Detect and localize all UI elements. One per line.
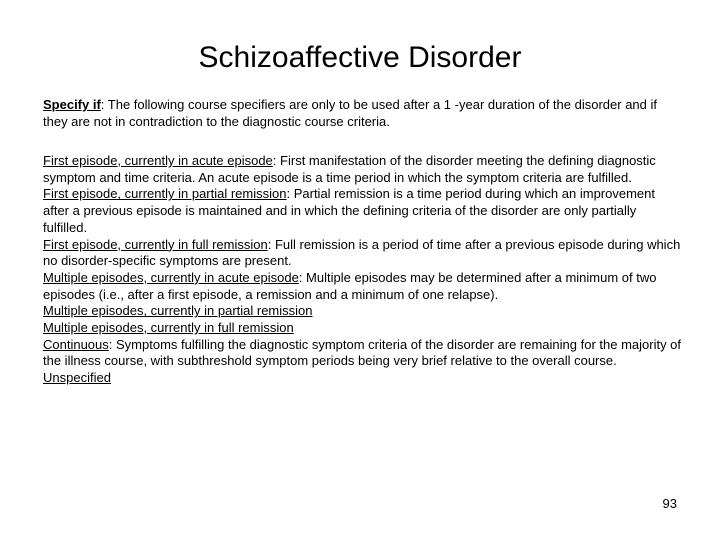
specifier-term: Multiple episodes, currently in partial remission — [43, 303, 313, 319]
specifier-item — [43, 237, 683, 270]
specifier-term: Multiple episodes, currently in acute episode — [43, 269, 299, 285]
specifier-separator: : — [267, 236, 275, 252]
specifier-term: Continuous — [43, 336, 109, 352]
intro-paragraph — [43, 96, 683, 130]
specifier-item — [43, 370, 683, 387]
specifier-description: Partial remission is a time period during which an improvement after a previous episode is maintained and in which the defining criteria of the disorder are only partially fulfilled. — [43, 186, 655, 235]
specifier-item — [43, 320, 683, 337]
specifier-term: First episode, currently in partial remission — [43, 186, 287, 202]
specifier-description: Multiple episodes may be determined after a minimum of two episodes (i.e., after a first episode, a remission and a minimum of one relapse). — [43, 269, 657, 302]
specifier-term: First episode, currently in full remission — [43, 236, 268, 252]
specifier-term: Unspecified — [43, 370, 111, 386]
specifier-item — [43, 186, 683, 236]
specifier-separator: : — [286, 186, 294, 202]
page-title: Schizoaffective Disorder — [198, 41, 522, 74]
specifier-item — [43, 303, 683, 320]
intro-separator: : — [100, 97, 108, 112]
specifier-item — [43, 337, 683, 370]
specifier-description: First manifestation of the disorder meeting the defining diagnostic symptom and time criteria. An acute episode is a time period in which the symptom criteria are fulfilled. — [43, 153, 656, 185]
page-number: 93 — [662, 496, 677, 511]
specifier-item — [43, 270, 683, 303]
specifier-item — [43, 153, 683, 186]
specifier-description: Symptoms fulfilling the diagnostic symptom criteria of the disorder are remaining for the majority of the illness course, with subthreshold symptom periods being very brief relative to the overall course. — [43, 336, 682, 369]
specifier-separator: : — [272, 153, 281, 168]
intro-text: The following course specifiers are only to be used after a 1 -year duration of the disorder and if they are not in contradiction to the diagnostic course criteria. — [43, 97, 657, 129]
course-specifier-list — [43, 153, 683, 387]
specifier-term: Multiple episodes, currently in full remission — [43, 320, 294, 336]
specifier-separator: : — [108, 336, 117, 352]
specifier-term: First episode, currently in acute episode — [43, 153, 273, 168]
specifier-separator: : — [298, 269, 307, 285]
specifier-description: Full remission is a period of time after a previous episode during which no disorder-specific symptoms are present. — [43, 236, 681, 269]
intro-lead: Specify if — [43, 97, 101, 112]
